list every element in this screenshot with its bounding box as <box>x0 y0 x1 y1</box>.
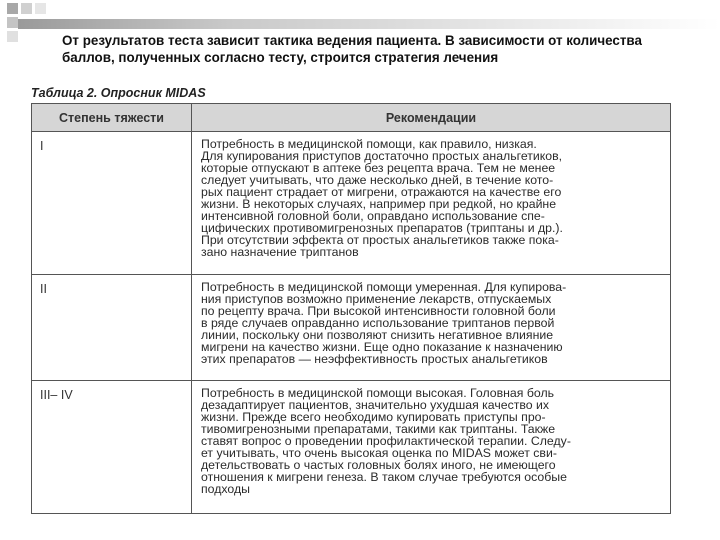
recommendation-line: ставят вопрос о проведении профилактической терапии. Следу- <box>201 434 571 448</box>
recommendation-line: этих препаратов — неэффективность простых анальгетиков <box>201 352 548 366</box>
midas-table <box>31 103 671 514</box>
recommendation-line: Потребность в медицинской помощи высокая. Головная боль <box>201 386 555 400</box>
deco-square <box>7 17 18 28</box>
deco-square <box>35 3 46 14</box>
recommendation-line: рых пациент страдает от мигрени, отражаются на качестве его <box>201 185 562 199</box>
recommendation-line: по рецепту врача. При высокой интенсивности головной боли <box>201 304 556 318</box>
intro-text: От результатов теста зависит тактика ведения пациента. В зависимости от количества баллов, полученных согласно тесту, строится стратегия лечения <box>62 33 642 65</box>
recommendation-line: которые отпускают в аптеке без рецепта врача. Тем не менее <box>201 161 556 175</box>
recommendation-line: зано назначение триптанов <box>201 245 359 259</box>
table-row <box>32 381 670 514</box>
recommendation-cell <box>192 132 670 274</box>
recommendation-line: жизни. В некоторых случаях, например при редкой, но крайне <box>201 197 557 211</box>
recommendation-line: жизни. Прежде всего необходимо купировать приступы про- <box>201 410 546 424</box>
recommendation-line: подходы <box>201 482 250 496</box>
recommendation-line: ет учитывать, что очень высокая оценка по MIDAS может сви- <box>201 446 557 460</box>
deco-square <box>21 3 32 14</box>
recommendation-line: линии, поскольку они позволяют снизить негативное влияние <box>201 328 554 342</box>
recommendation-cell <box>192 381 670 514</box>
recommendation-line: мигрени на качество жизни. Еще одно показание к назначению <box>201 340 563 354</box>
header-severity: Степень тяжести <box>32 104 192 131</box>
recommendation-line: Потребность в медицинской помощи, как правило, низкая. <box>201 137 537 151</box>
recommendation-line: дезадаптирует пациентов, значительно ухудшая качество их <box>201 398 550 412</box>
header-recommendations: Рекомендации <box>385 110 477 125</box>
table-row <box>32 275 670 381</box>
recommendation-line: Потребность в медицинской помощи умеренная. Для купирова- <box>201 280 567 294</box>
recommendation-line: следует учитывать, что даже несколько дней, в течение кото- <box>201 173 554 187</box>
header-gradient-bar <box>18 19 720 29</box>
recommendation-line: цифических противомигренозных препаратов (триптаны и др.). <box>201 221 563 235</box>
recommendation-line: Для купирования приступов достаточно простых анальгетиков, <box>201 149 563 163</box>
recommendation-line: интенсивной головной боли, оправдано использование спе- <box>201 209 545 223</box>
deco-square <box>7 3 18 14</box>
table-header <box>32 104 670 132</box>
table-row <box>32 132 670 275</box>
severity-cell: I <box>32 132 192 274</box>
recommendation-line: отношения к мигрени генеза. В таком случае требуются особые <box>201 470 567 484</box>
recommendation-line: в ряде случаев оправданно использование триптанов первой <box>201 316 555 330</box>
severity-cell: II <box>32 275 192 380</box>
recommendation-line: ния приступов возможно применение лекарств, отпускаемых <box>201 292 552 306</box>
recommendation-line: тивомигренозными препаратами, такими как триптаны. Также <box>201 422 556 436</box>
recommendation-cell <box>192 275 670 380</box>
recommendation-line: При отсутствии эффекта от простых анальгетиков также пока- <box>201 233 559 247</box>
table-title: Таблица 2. Опросник MIDAS <box>31 86 206 100</box>
deco-square <box>7 31 18 42</box>
recommendation-line: детельствовать о частых головных болях иного, не имеющего <box>201 458 556 472</box>
severity-cell: III– IV <box>32 381 192 514</box>
